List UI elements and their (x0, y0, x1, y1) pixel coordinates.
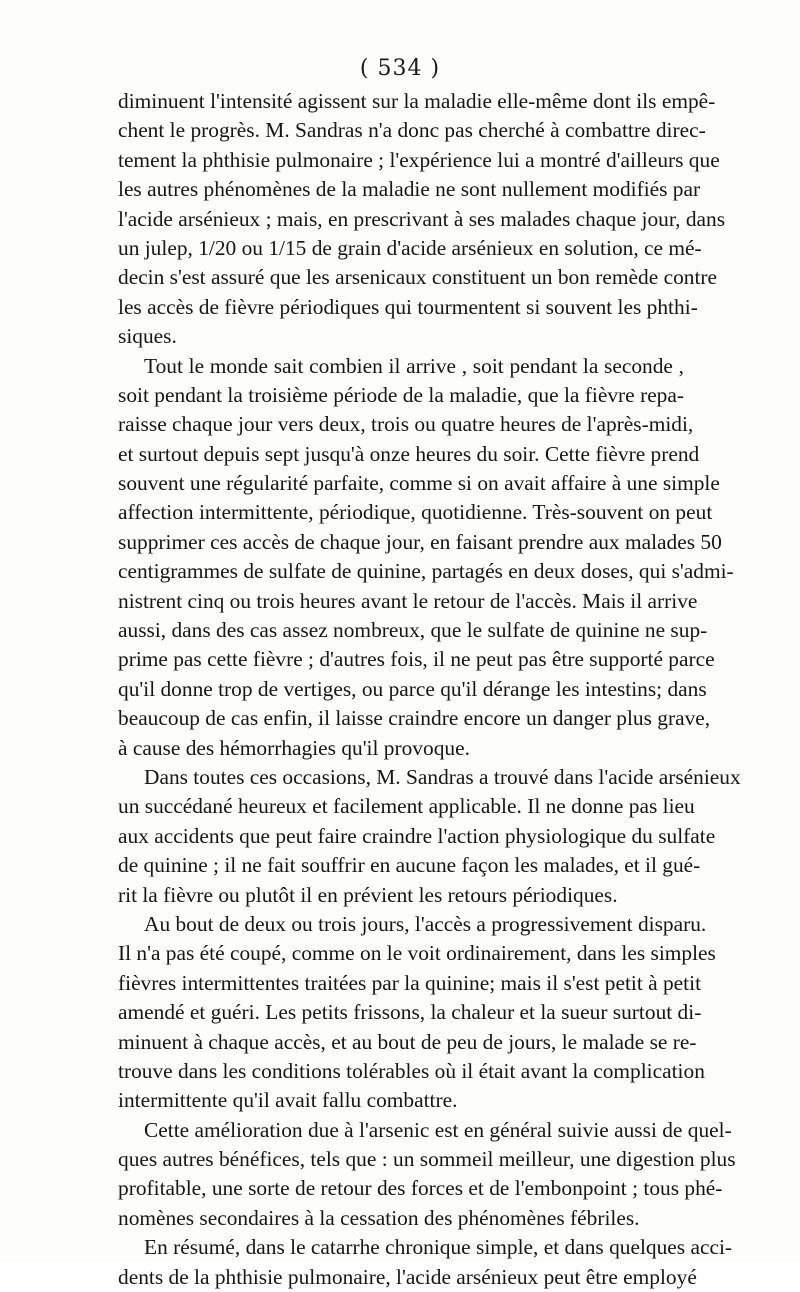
text-line: intermittente qu'il avait fallu combattre. (118, 1088, 458, 1113)
text-line: ques autres bénéfices, tels que : un sommeil meilleur, une digestion plus (118, 1147, 736, 1172)
text-line: souvent une régularité parfaite, comme si on avait affaire à une simple (118, 471, 720, 496)
text-line: un succédané heureux et facilement applicable. Il ne donne pas lieu (118, 794, 695, 819)
text-line: chent le progrès. M. Sandras n'a donc pas cherché à combattre direc- (118, 118, 706, 143)
text-line: Il n'a pas été coupé, comme on le voit ordinairement, dans les simples (118, 941, 716, 966)
text-line: profitable, une sorte de retour des forces et de l'embonpoint ; tous phé- (118, 1176, 723, 1201)
text-line: de quinine ; il ne fait souffrir en aucune façon les malades, et il gué- (118, 853, 701, 878)
text-line: aussi, dans des cas assez nombreux, que le sulfate de quinine ne sup- (118, 618, 708, 643)
text-line: Tout le monde sait combien il arrive , soit pendant la seconde , (144, 353, 684, 378)
text-line: raisse chaque jour vers deux, trois ou quatre heures de l'après-midi, (118, 412, 694, 437)
text-line: Dans toutes ces occasions, M. Sandras a trouvé dans l'acide arsénieux (144, 764, 741, 789)
text-line: à cause des hémorrhagies qu'il provoque. (118, 735, 470, 760)
text-line: tement la phthisie pulmonaire ; l'expérience lui a montré d'ailleurs que (118, 147, 720, 172)
text-line: supprimer ces accès de chaque jour, en faisant prendre aux malades 50 (118, 529, 722, 554)
text-line: les autres phénomènes de la maladie ne sont nullement modifiés par (118, 177, 701, 202)
text-line: diminuent l'intensité agissent sur la maladie elle-même dont ils empê- (118, 89, 716, 113)
text-line: aux accidents que peut faire craindre l'action physiologique du sulfate (118, 823, 716, 848)
text-line: nomènes secondaires à la cessation des phénomènes fébriles. (118, 1205, 640, 1230)
paragraph (118, 352, 734, 763)
text-line: affection intermittente, périodique, quotidienne. Très-souvent on peut (118, 500, 713, 525)
paragraph (118, 763, 741, 910)
text-line: un julep, 1/20 ou 1/15 de grain d'acide arsénieux en solution, ce mé- (118, 235, 702, 260)
text-line: En résumé, dans le catarrhe chronique simple, et dans quelques acci- (144, 1235, 733, 1260)
body-text (118, 87, 741, 1292)
text-line: rit la fièvre ou plutôt il en prévient les retours périodiques. (118, 882, 618, 907)
text-line: qu'il donne trop de vertiges, ou parce qu'il dérange les intestins; dans (118, 676, 707, 701)
text-line: amendé et guéri. Les petits frissons, la chaleur et la sueur surtout di- (118, 1000, 702, 1025)
text-line: beaucoup de cas enfin, il laisse craindre encore un danger plus grave, (118, 706, 711, 731)
text-line: l'acide arsénieux ; mais, en prescrivant à ses malades chaque jour, dans (118, 206, 726, 231)
paragraph (118, 1233, 733, 1292)
text-line: dents de la phthisie pulmonaire, l'acide arsénieux peut être employé (118, 1264, 697, 1289)
text-line: nistrent cinq ou trois heures avant le retour de l'accès. Mais il arrive (118, 588, 698, 613)
page-number: ( 534 ) (359, 56, 441, 81)
text-line: et surtout depuis sept jusqu'à onze heures du soir. Cette fièvre prend (118, 441, 700, 466)
text-line: siques. (118, 324, 177, 349)
text-line: prime pas cette fièvre ; d'autres fois, il ne peut pas être supporté parce (118, 647, 715, 672)
paragraph (118, 910, 716, 1116)
text-line: soit pendant la troisième période de la maladie, que la fièvre repa- (118, 382, 684, 407)
text-line: decin s'est assuré que les arsenicaux constituent un bon remède contre (118, 265, 718, 290)
text-line: fièvres intermittentes traitées par la quinine; mais il s'est petit à petit (118, 970, 702, 995)
text-line: centigrammes de sulfate de quinine, partagés en deux doses, qui s'admi- (118, 559, 734, 584)
text-line: les accès de fièvre périodiques qui tourmentent si souvent les phthi- (118, 294, 698, 319)
text-line: Au bout de deux ou trois jours, l'accès a progressivement disparu. (144, 911, 707, 936)
text-line: minuent à chaque accès, et au bout de peu de jours, le malade se re- (118, 1029, 697, 1054)
text-line: Cette amélioration due à l'arsenic est en général suivie aussi de quel- (144, 1117, 732, 1142)
paragraph (118, 1116, 736, 1234)
paragraph (118, 87, 726, 352)
text-line: trouve dans les conditions tolérables où il était avant la complication (118, 1058, 705, 1083)
